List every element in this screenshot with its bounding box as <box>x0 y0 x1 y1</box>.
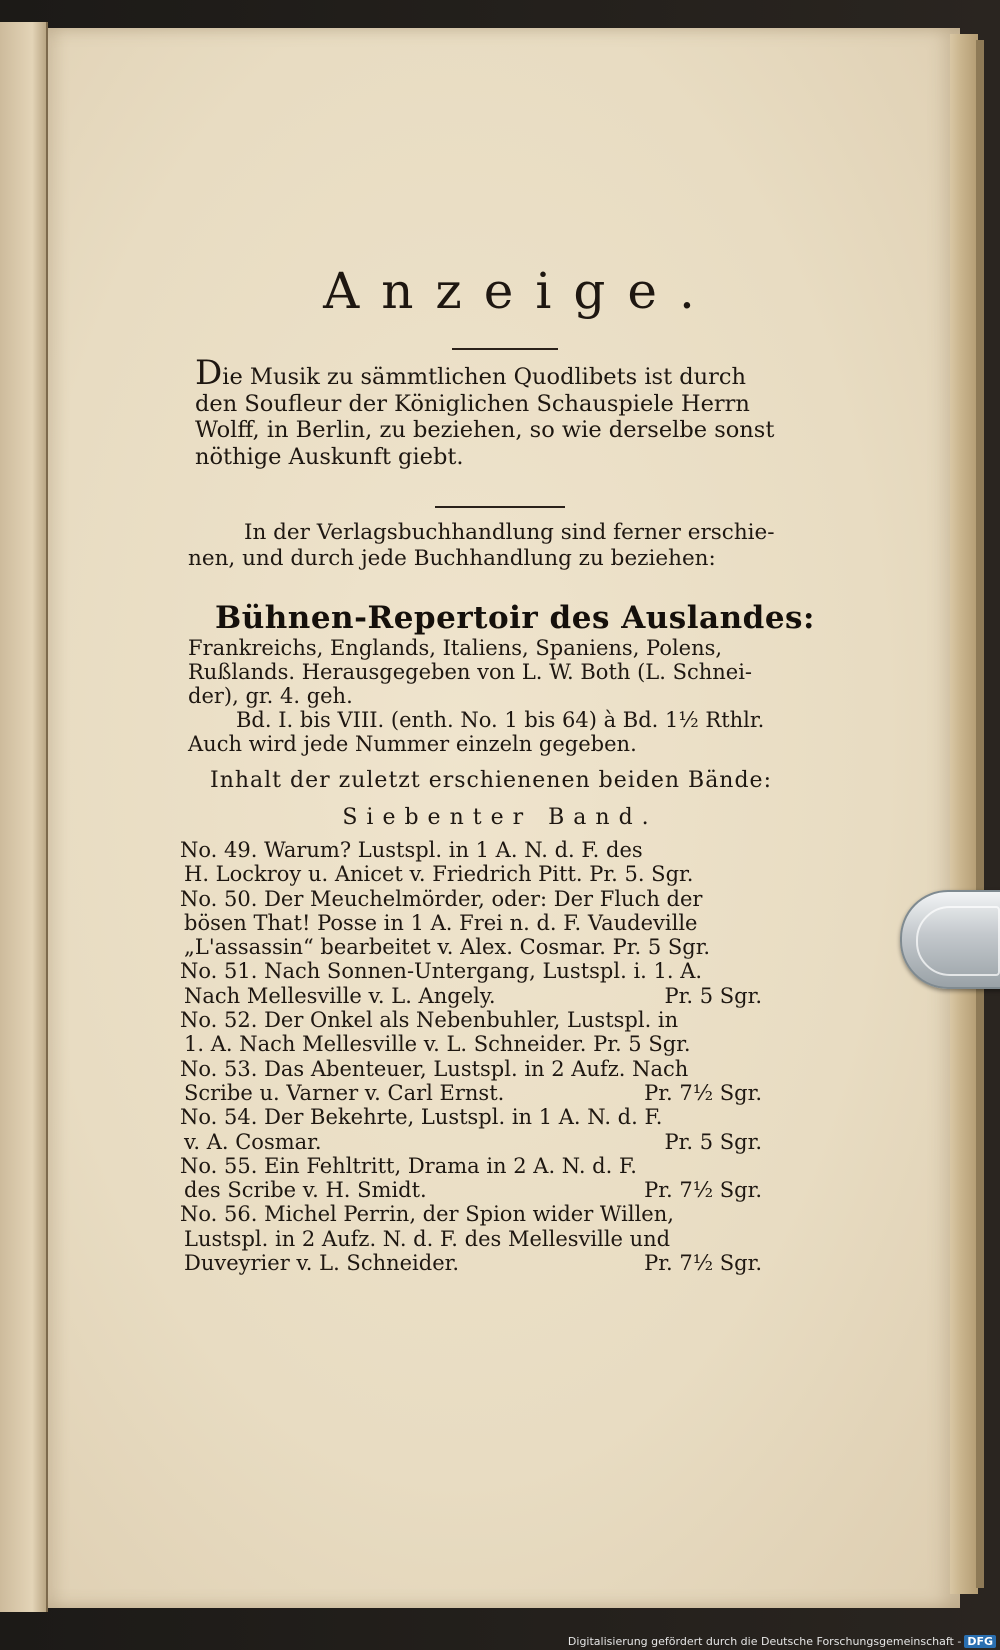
entry-text: No. 56. Michel Perrin, der Spion wider Willen, <box>180 1202 674 1227</box>
paper-clip <box>900 890 1000 989</box>
entry-text: v. A. Cosmar. <box>184 1129 322 1154</box>
entry-text: No. 49. Warum? Lustspl. in 1 A. N. d. F. des <box>180 838 643 862</box>
notice-line: Die Musik zu sämmtlichen Quodlibets ist durch <box>195 353 747 393</box>
entry-text: Nach Mellesville v. L. Angely. <box>184 983 496 1008</box>
footer-credit: Digitalisierung gefördert durch die Deutsche Forschungsgemeinschaft - DFG <box>568 1635 996 1648</box>
catalog-entries <box>180 838 780 1275</box>
entry-text: No. 52. Der Onkel als Nebenbuhler, Lustspl. in <box>180 1008 679 1033</box>
intro-line: nen, und durch jede Buchhandlung zu beziehen: <box>188 546 716 571</box>
entry-line <box>180 1105 780 1129</box>
entry-line <box>180 1154 780 1178</box>
entry-text: No. 55. Ein Fehltritt, Drama in 2 A. N. d. F. <box>180 1153 637 1178</box>
entry-text: Lustspl. in 2 Aufz. N. d. F. des Mellesville und <box>184 1226 671 1251</box>
drop-cap: D <box>195 353 223 393</box>
entry-line <box>180 862 780 886</box>
entry-text: No. 54. Der Bekehrte, Lustspl. in 1 A. N. d. F. <box>180 1105 663 1130</box>
section-divider <box>435 506 565 508</box>
entry-line <box>180 1008 780 1032</box>
intro-line: In der Verlagsbuchhandlung sind ferner erschie- <box>244 520 775 545</box>
entry-price: Pr. 7½ Sgr. <box>644 1178 762 1203</box>
entry-line <box>180 984 780 1008</box>
title-divider <box>452 348 558 350</box>
entry-line <box>180 1202 780 1226</box>
notice-line: Wolff, in Berlin, zu beziehen, so wie derselbe sonst <box>195 417 775 443</box>
contents-heading: Inhalt der zuletzt erschienenen beiden Bände: <box>210 768 772 793</box>
entry-text: Scribe u. Varner v. Carl Ernst. <box>184 1080 505 1105</box>
series-title: Bühnen-Repertoir des Auslandes: <box>215 600 815 636</box>
entry-line <box>180 911 780 935</box>
entry-text: H. Lockroy u. Anicet v. Friedrich Pitt. Pr. 5. Sgr. <box>184 862 694 887</box>
entry-line <box>180 838 780 862</box>
entry-line <box>180 1178 780 1202</box>
band-heading: Siebenter Band. <box>342 805 658 830</box>
entry-line <box>180 1130 780 1154</box>
series-desc-line: Rußlands. Herausgegeben von L. W. Both (L. Schnei- <box>188 660 753 684</box>
entry-line <box>180 887 780 911</box>
volumes-line: Bd. I. bis VIII. (enth. No. 1 bis 64) à Bd. 1½ Rthlr. <box>236 708 765 732</box>
volumes-line: Auch wird jede Nummer einzeln gegeben. <box>188 732 637 756</box>
series-description <box>188 636 788 756</box>
entry-line <box>180 1081 780 1105</box>
notice-line: den Soufleur der Königlichen Schauspiele Herrn <box>195 390 750 417</box>
entry-line <box>180 1057 780 1081</box>
entry-text: „L'assassin“ bearbeitet v. Alex. Cosmar. Pr. 5 Sgr. <box>184 935 711 960</box>
notice-line: nöthige Auskunft giebt. <box>195 443 464 470</box>
publisher-intro <box>188 520 788 572</box>
entry-line <box>180 1032 780 1056</box>
entry-text: No. 50. Der Meuchelmörder, oder: Der Fluch der <box>180 886 703 911</box>
dfg-logo: DFG <box>964 1635 996 1648</box>
page-title: Anzeige. <box>323 262 717 320</box>
series-desc-line: Frankreichs, Englands, Italiens, Spaniens, Polens, <box>188 636 723 660</box>
series-desc-line: der), gr. 4. geh. <box>188 684 353 708</box>
entry-price: Pr. 7½ Sgr. <box>644 1251 762 1276</box>
entry-line <box>180 1227 780 1251</box>
entry-text: Duveyrier v. L. Schneider. <box>184 1251 460 1276</box>
entry-price: Pr. 7½ Sgr. <box>644 1080 762 1105</box>
entry-text: No. 51. Nach Sonnen-Untergang, Lustspl. i. 1. A. <box>180 959 703 984</box>
entry-text: No. 53. Das Abenteuer, Lustspl. in 2 Aufz. Nach <box>180 1056 689 1081</box>
entry-line <box>180 1251 780 1275</box>
entry-text: 1. A. Nach Mellesville v. L. Schneider. Pr. 5 Sgr. <box>184 1032 691 1057</box>
notice-paragraph <box>195 353 787 470</box>
entry-line <box>180 935 780 959</box>
entry-text: des Scribe v. H. Smidt. <box>184 1178 427 1203</box>
entry-line <box>180 959 780 983</box>
entry-price: Pr. 5 Sgr. <box>664 983 762 1008</box>
entry-text: bösen That! Posse in 1 A. Frei n. d. F. Vaudeville <box>184 910 698 935</box>
entry-price: Pr. 5 Sgr. <box>664 1129 762 1154</box>
